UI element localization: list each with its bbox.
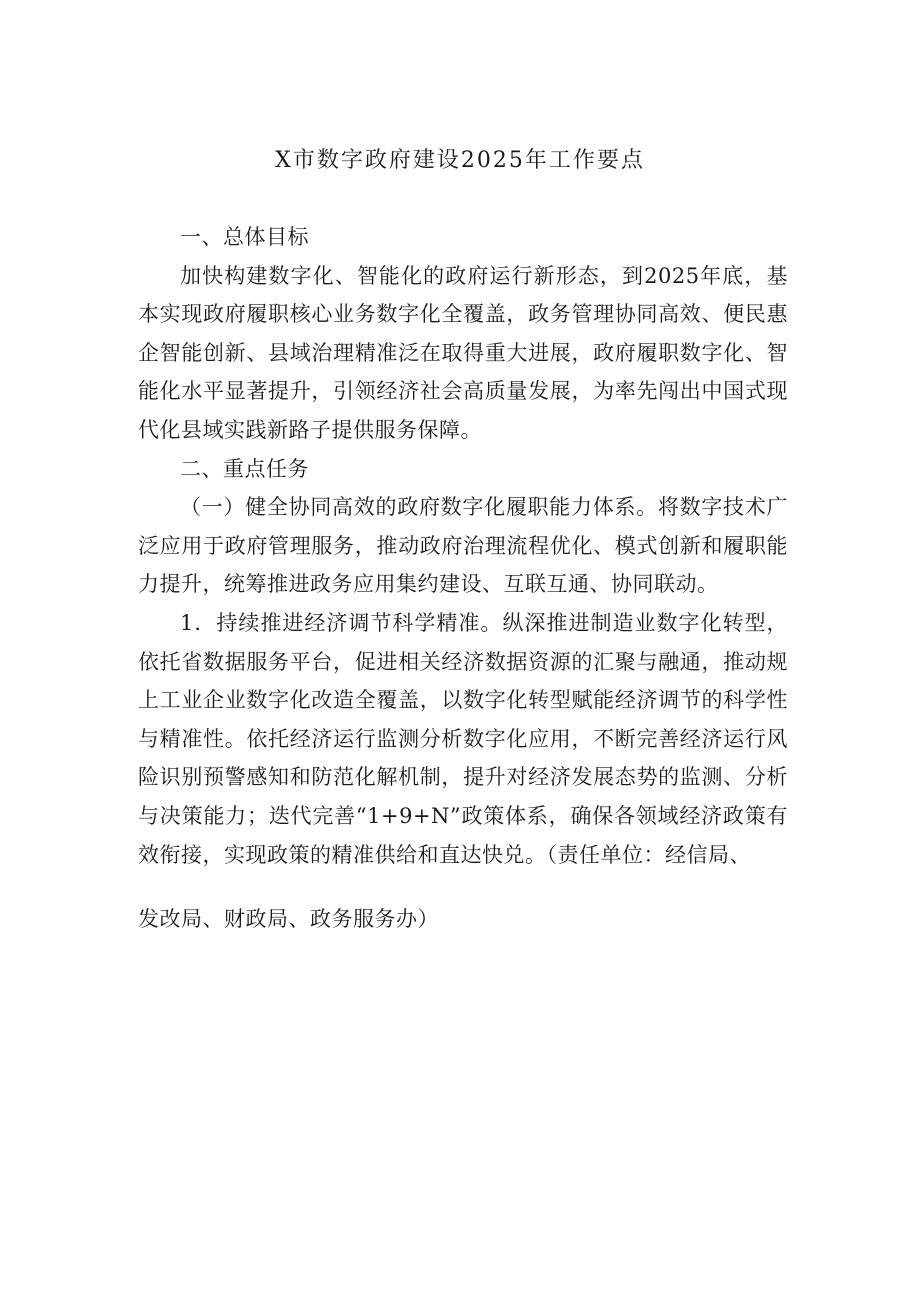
paragraph-general-goals: 加快构建数字化、智能化的政府运行新形态，到2025年底，基本实现政府履职核心业务数字化全覆盖，政务管理协同高效、便民惠企智能创新、县域治理精准泛在取得重大进展，政府履职数字化、智能化水平显著提升，引领经济社会高质量发展，为率先闯出中国式现代化县域实践新路子提供服务保障。	[138, 263, 788, 442]
paragraph-task-one: （一）健全协同高效的政府数字化履职能力体系。将数字技术广泛应用于政府管理服务，推动政府治理流程优化、模式创新和履职能力提升，统筹推进政务应用集约建设、互联互通、协同联动。	[138, 495, 788, 597]
section-heading-general-goals: 一、总体目标	[180, 225, 309, 249]
document-body	[138, 218, 788, 939]
paragraph-item-one: 1．持续推进经济调节科学精准。纵深推进制造业数字化转型，依托省数据服务平台，促进相关经济数据资源的汇聚与融通，推动规上工业企业数字化改造全覆盖，以数字化转型赋能经济调节的科学性与精准性。依托经济运行监测分析数字化应用，不断完善经济运行风险识别预警感知和防范化解机制，提升对经济发展态势的监测、分析与决策能力；迭代完善“1+9+N”政策体系，确保各领域经济政策有效衔接，实现政策的精准供给和直达快兑。（责任单位：经信局、	[138, 610, 788, 867]
section-heading-key-tasks: 二、重点任务	[180, 456, 309, 481]
document-title: X市数字政府建设2025年工作要点	[275, 148, 645, 173]
paragraph-responsible-units: 发改局、财政局、政务服务办）	[138, 907, 439, 932]
